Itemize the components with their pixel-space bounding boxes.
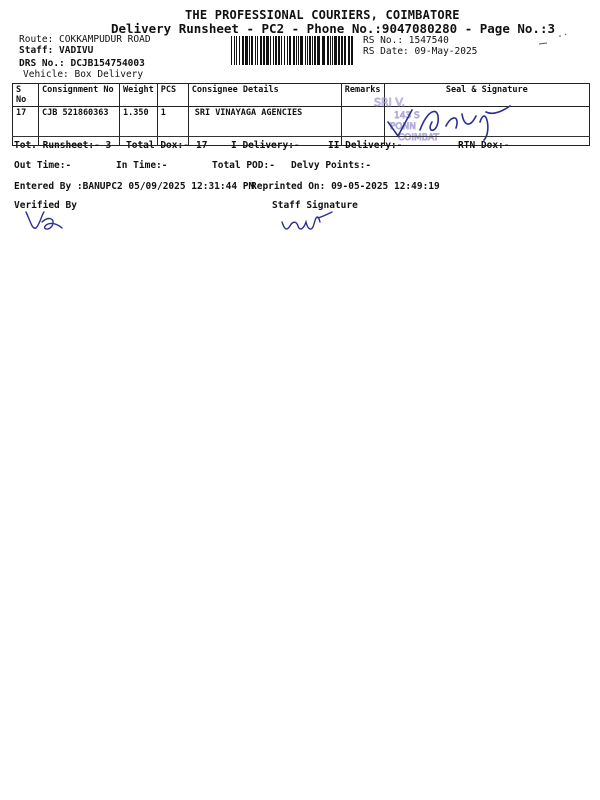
entered-by: Entered By :BANUPC2 05/09/2025 12:31:44 PM (14, 181, 255, 192)
in-time: In Time:- (116, 160, 168, 171)
runsheet-title: Delivery Runsheet - PC2 - Phone No.:9047080280 - Page No.:3 (111, 21, 556, 36)
svg-text:PONN: PONN (390, 122, 416, 132)
svg-text:143 S: 143 S (394, 111, 420, 121)
rs-number: RS No.: 1547540 (363, 35, 449, 46)
tot-runsheet: Tot. Runsheet:- 3 (14, 140, 112, 151)
col-weight: Weight (120, 84, 158, 107)
col-consignee-details: Consignee Details (188, 84, 341, 107)
cell-weight: 1.350 (120, 107, 158, 146)
rtn-dox: RTN Dox:- (458, 140, 510, 151)
out-time: Out Time:- (14, 160, 72, 171)
svg-text:SRI V.: SRI V. (374, 96, 405, 109)
scan-mark-icon (535, 30, 575, 50)
staff-signature-label: Staff Signature (272, 200, 358, 211)
cell-pcs: 1 (157, 107, 188, 146)
cell-consignment-no: CJB 521860363 (39, 107, 120, 146)
verifier-signature-image (22, 206, 66, 234)
delvy-points: Delvy Points:- (291, 160, 372, 171)
total-dox-value: 17 (196, 140, 208, 151)
total-dox-label: Total Dox:- (126, 140, 189, 151)
verified-by-label: Verified By (14, 200, 77, 211)
vehicle-line: Vehicle: Box Delivery (23, 69, 144, 80)
cell-consignee: SRI VINAYAGA AGENCIES (188, 107, 341, 146)
reprinted-on: Reprinted On: 09-05-2025 12:49:19 (251, 181, 440, 192)
staff-signature-image (278, 208, 334, 236)
col-s-no: S No (13, 84, 39, 107)
drs-line: DRS No.: DCJB154754003 (19, 58, 145, 69)
company-title: THE PROFESSIONAL COURIERS, COIMBATORE (185, 8, 460, 22)
rs-date: RS Date: 09-May-2025 (363, 46, 478, 57)
svg-text:COIMBAT: COIMBAT (398, 133, 439, 143)
cell-s-no: 17 (13, 107, 39, 146)
col-consignment-no: Consignment No (39, 84, 120, 107)
ii-delivery: II Delivery:- (328, 140, 403, 151)
col-seal-signature: Seal & Signature (384, 84, 589, 107)
route-line: Route: COKKAMPUDUR ROAD (19, 34, 151, 45)
col-pcs: PCS (157, 84, 188, 107)
total-pod: Total POD:- (212, 160, 275, 171)
barcode-image (231, 36, 353, 65)
i-delivery: I Delivery:- (231, 140, 300, 151)
col-remarks: Remarks (341, 84, 384, 107)
divider-line (12, 136, 590, 137)
staff-line: Staff: VADIVU (19, 45, 94, 56)
